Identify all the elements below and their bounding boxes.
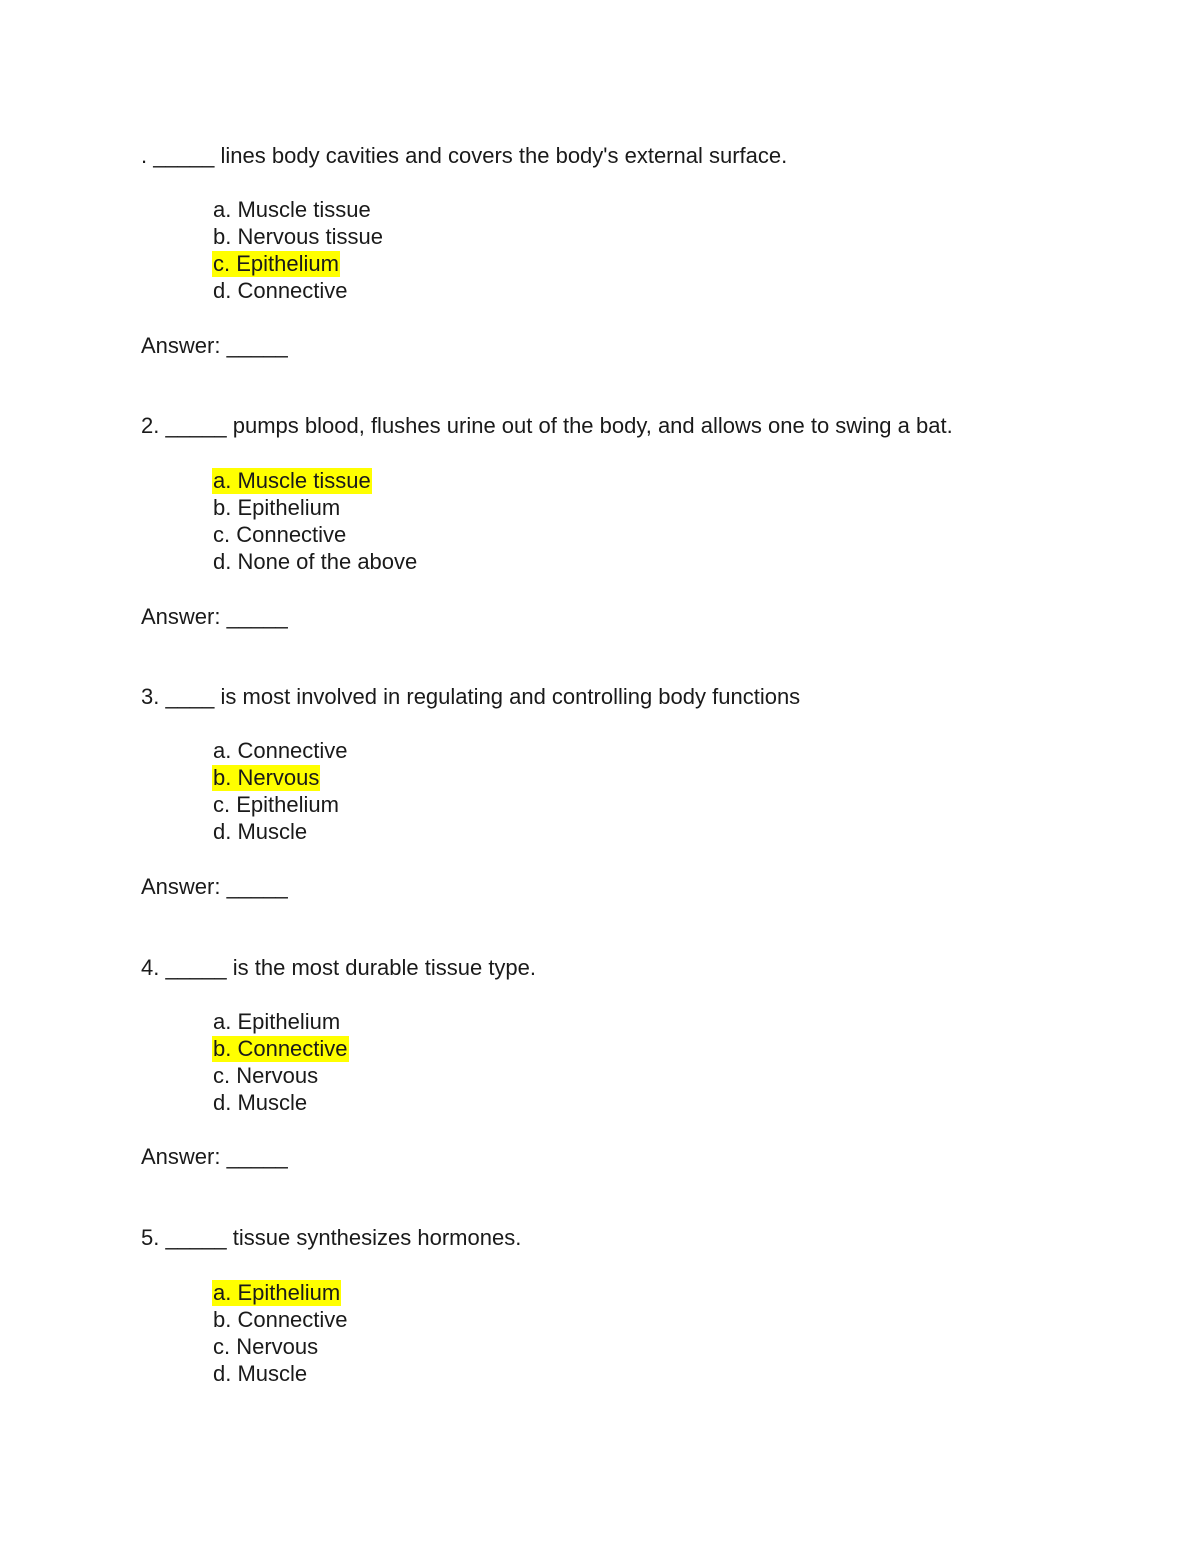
question-2-answer-blank: Answer: _____ [141, 604, 288, 629]
question-1-prompt: . _____ lines body cavities and covers the body's external surface. [141, 143, 788, 168]
question-4-option-d: d. Muscle [213, 1090, 308, 1115]
question-4-options [212, 1008, 349, 1116]
question-1-option-c-highlighted: c. Epithelium [213, 251, 339, 276]
question-1-option-a: a. Muscle tissue [213, 197, 371, 222]
question-2-option-a-highlighted: a. Muscle tissue [213, 468, 371, 493]
question-2-options [212, 467, 418, 575]
question-1-options [212, 196, 384, 304]
question-5 [141, 1224, 1121, 1386]
question-1-answer-blank: Answer: _____ [141, 333, 288, 358]
question-2-option-c: c. Connective [213, 522, 347, 547]
question-5-options [212, 1279, 349, 1387]
question-3 [141, 683, 1121, 899]
question-5-option-a-highlighted: a. Epithelium [213, 1280, 341, 1305]
question-4-prompt: 4. _____ is the most durable tissue type. [141, 955, 537, 980]
question-2-prompt: 2. _____ pumps blood, flushes urine out of the body, and allows one to swing a bat. [141, 413, 953, 438]
question-3-options [212, 737, 349, 845]
question-5-option-d: d. Muscle [213, 1361, 308, 1386]
question-4 [141, 954, 1121, 1169]
question-5-prompt: 5. _____ tissue synthesizes hormones. [141, 1225, 522, 1250]
question-2-option-b: b. Epithelium [213, 495, 341, 520]
question-4-option-a: a. Epithelium [213, 1009, 341, 1034]
question-3-prompt: 3. ____ is most involved in regulating and controlling body functions [141, 684, 801, 709]
question-3-option-d: d. Muscle [213, 819, 308, 844]
question-3-option-a: a. Connective [213, 738, 348, 763]
question-3-option-c: c. Epithelium [213, 792, 339, 817]
question-1 [141, 142, 1121, 358]
question-4-option-b-highlighted: b. Connective [213, 1036, 348, 1061]
question-2-option-d: d. None of the above [213, 549, 418, 574]
question-5-option-b: b. Connective [213, 1307, 348, 1332]
question-4-answer-blank: Answer: _____ [141, 1144, 288, 1169]
question-1-option-d: d. Connective [213, 278, 348, 303]
question-3-option-b-highlighted: b. Nervous [213, 765, 320, 790]
question-2 [141, 412, 1121, 629]
question-5-option-c: c. Nervous [213, 1334, 319, 1359]
question-3-answer-blank: Answer: _____ [141, 874, 288, 899]
question-4-option-c: c. Nervous [213, 1063, 319, 1088]
question-1-option-b: b. Nervous tissue [213, 224, 383, 249]
